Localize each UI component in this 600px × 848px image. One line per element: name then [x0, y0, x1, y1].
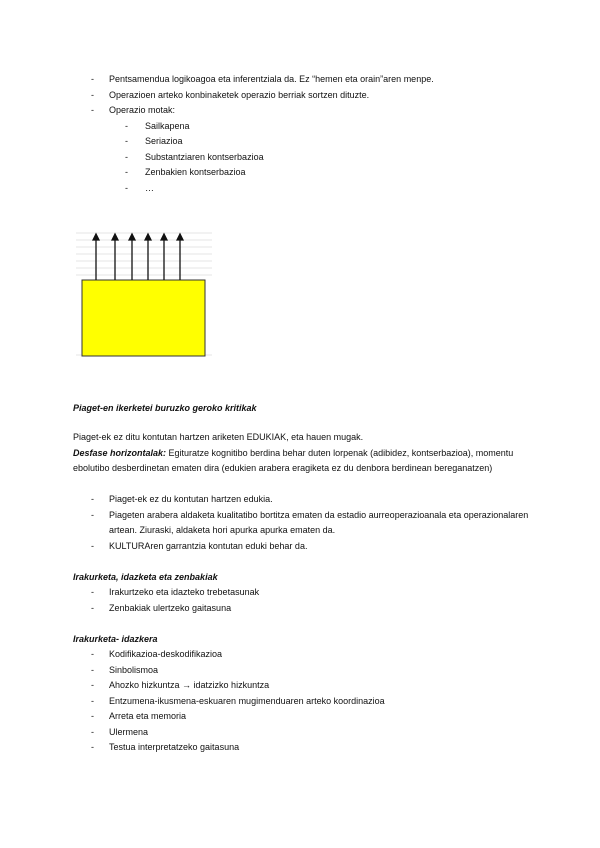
- section-heading-critiques: Piaget-en ikerketei buruzko geroko kritikak: [73, 403, 257, 413]
- list-item: - Arreta eta memoria: [109, 709, 529, 725]
- arrow-icon: [129, 234, 135, 280]
- list-item: - Ahozko hizkuntza → idatzizko hizkuntza: [109, 678, 529, 694]
- list-item: - Irakurtzeko eta idazteko trebetasunak: [109, 585, 529, 601]
- list-item: - Substantziaren kontserbazioa: [145, 150, 529, 166]
- arrow-icon: [161, 234, 167, 280]
- list-item: - Sailkapena: [145, 119, 529, 135]
- desfase-label: Desfase horizontalak:: [73, 447, 167, 458]
- list-item: - Entzumena-ikusmena-eskuaren mugimenduaren arteko koordinazioa: [109, 694, 529, 710]
- arrow-icon: [177, 234, 183, 280]
- list-item: - Piaget-ek ez du kontutan hartzen edukia.: [109, 492, 529, 508]
- list-item: - Piageten arabera aldaketa kualitatibo bortitza ematen da estadio aurreoperazioanala eta operazionalaren artean. Ziuraski, aldaketa hori apurka apurka ematen da.: [109, 508, 529, 539]
- list-item: - Ulermena: [109, 725, 529, 741]
- list-item: - Zenbakien kontserbazioa: [145, 165, 529, 181]
- diagram-figure: [76, 230, 212, 360]
- section3-list: [109, 647, 529, 756]
- section-heading-reading-writing: Irakurketa- idazkera: [73, 634, 158, 644]
- critiques-list: [109, 492, 529, 554]
- list-item: - Seriazioa: [145, 134, 529, 150]
- list-item: - Kodifikazioa-deskodifikazioa: [109, 647, 529, 663]
- arrow-icon: [93, 234, 99, 280]
- list-item-label: Operazio motak:: [109, 105, 176, 115]
- list-item: - Sinbolismoa: [109, 663, 529, 679]
- arrow-icon: [112, 234, 118, 280]
- intro-list: [109, 72, 529, 196]
- list-item: [109, 103, 529, 196]
- arrow-icon: [145, 234, 151, 280]
- arrows: [93, 234, 183, 280]
- list-item: - Testua interpretatzeko gaitasuna: [109, 740, 529, 756]
- critiques-paragraph: [73, 430, 528, 477]
- list-item: - KULTURAren garrantzia kontutan eduki behar da.: [109, 539, 529, 555]
- list-item: - Pentsamendua logikoagoa eta inferentziala da. Ez “hemen eta orain”aren menpe.: [109, 72, 529, 88]
- yellow-box: [82, 280, 205, 356]
- list-item: - Zenbakiak ulertzeko gaitasuna: [109, 601, 529, 617]
- paragraph-text: Piaget-ek ez ditu kontutan hartzen ariketen EDUKIAK, eta hauen mugak.: [73, 432, 364, 442]
- list-item: - …: [145, 181, 529, 197]
- section-heading-reading-writing-numbers: Irakurketa, idazketa eta zenbakiak: [73, 572, 218, 582]
- operation-types-list: [109, 119, 529, 197]
- list-item: - Operazioen arteko konbinaketek operazio berriak sortzen dituzte.: [109, 88, 529, 104]
- desfase-paragraph: [73, 446, 528, 477]
- section2-list: [109, 585, 529, 616]
- desfase-text: Egituratze kognitibo berdina behar duten lorpenak (adibidez, kontserbazioa), momentu ebolutibo desberdinetan ematen dira (edukien arabera eragiketa ez du denbora berdinean bereganatzen): [73, 447, 514, 473]
